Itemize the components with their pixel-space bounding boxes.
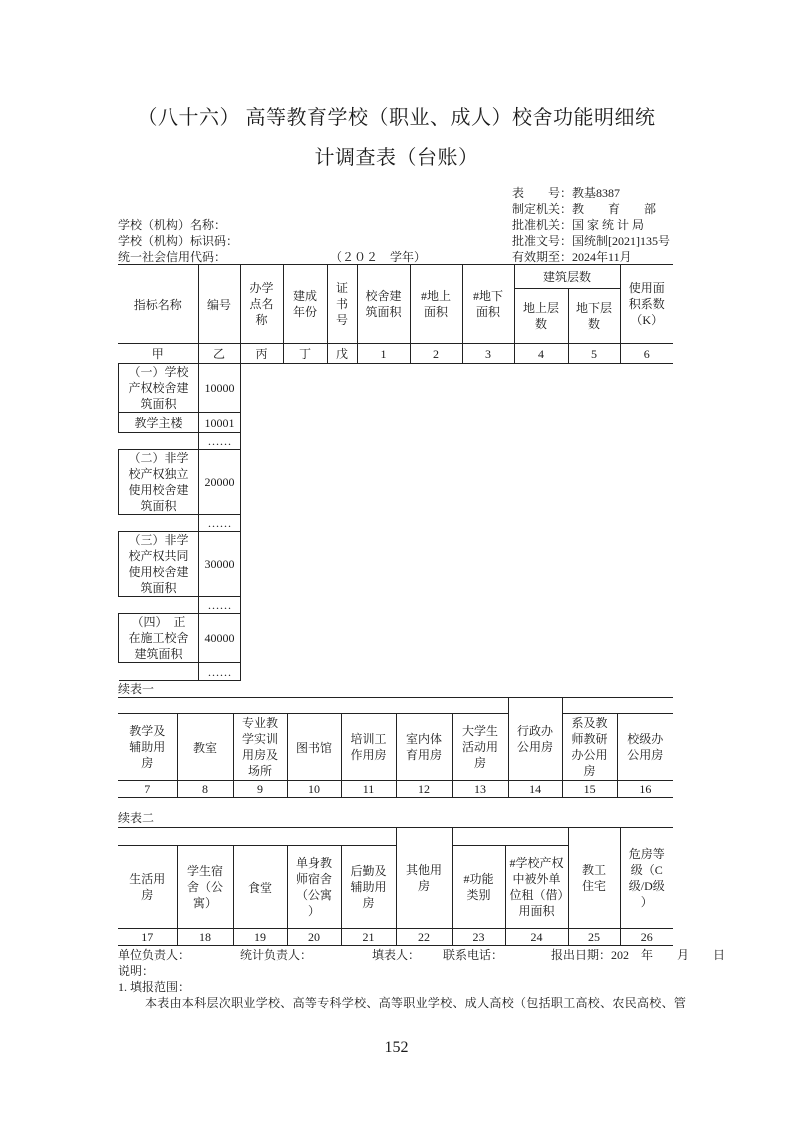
form-number-value: 教基8387 (572, 186, 621, 200)
approver-line (512, 217, 644, 233)
code-cell: 5 (568, 344, 620, 364)
header-student-dormitory: 学生宿舍（公寓） (177, 846, 233, 929)
issuer-label: 制定机关： (512, 202, 573, 216)
column-number: 12 (396, 781, 452, 798)
report-date-label: 报出日期：202 年 月 日 (551, 948, 726, 962)
header-spacer-row (118, 828, 673, 846)
code-cell: 甲 (118, 344, 198, 364)
valid-until-value: 2024年11月 (572, 250, 632, 264)
indicator-name: （二）非学校产权独立使用校舍建筑面积 (119, 450, 199, 515)
header-student-activity-rooms: 大学生活动用房 (452, 714, 508, 781)
valid-until-label: 有效期至： (512, 250, 573, 264)
header-spacer (118, 698, 508, 714)
main-indicator-table (118, 264, 673, 364)
header-dangerous-building-level: 危房等级（C级/D级） (620, 828, 673, 929)
header-certificate-number: 证书号 (327, 265, 357, 344)
column-number: 18 (177, 929, 233, 946)
header-other-rooms: 其他用房 (396, 828, 452, 929)
indicator-code: …… (199, 515, 241, 532)
column-number-row (118, 929, 673, 946)
code-cell: 丁 (283, 344, 327, 364)
notes-heading: 说明： (118, 964, 155, 978)
approval-number-value: 国统制[2021]135号 (572, 234, 671, 248)
continuation-2-table (118, 827, 673, 946)
header-floors-below: 地下层数 (568, 289, 620, 344)
column-number: 26 (620, 929, 673, 946)
indicator-name: （一）学校产权校舍建筑面积 (119, 364, 199, 413)
table-row (119, 450, 241, 515)
header-single-teacher-dormitory: 单身教师宿舍（公寓） (287, 846, 341, 929)
approver-label: 批准机关： (512, 218, 573, 232)
column-number: 23 (452, 929, 505, 946)
indicator-name: 教学主楼 (119, 413, 199, 433)
filler-label: 填表人： (372, 948, 421, 962)
form-title-line-1: （八十六） 高等教育学校（职业、成人）校舍功能明细统 (137, 107, 656, 129)
indicator-code: 40000 (199, 614, 241, 663)
header-department-offices: 系及教师教研办公用房 (562, 714, 617, 781)
code-cell: 戊 (327, 344, 357, 364)
header-staff-housing: 教工住宅 (568, 828, 620, 929)
continuation-1-label: 续表一 (118, 682, 155, 696)
continuation-1-table (118, 697, 673, 798)
unit-head-label: 单位负责人： (118, 948, 191, 962)
approval-number-label: 批准文号： (512, 234, 573, 248)
header-building-area: 校舍建筑面积 (357, 265, 410, 344)
credit-code-label: 统一社会信用代码： (118, 250, 227, 264)
indicator-name (119, 433, 199, 450)
header-built-year: 建成年份 (283, 265, 327, 344)
column-number: 19 (233, 929, 287, 946)
stats-head-label: 统计负责人： (240, 948, 313, 962)
column-number: 25 (568, 929, 620, 946)
header-spacer (118, 828, 396, 846)
continuation-2-label: 续表二 (118, 811, 155, 825)
header-function-category: #功能类别 (452, 846, 505, 929)
form-number-line (512, 185, 620, 201)
table-row (119, 532, 241, 597)
school-year: （２０２ 学年） (330, 250, 427, 264)
column-number: 20 (287, 929, 341, 946)
header-school-offices: 校级办公用房 (617, 714, 673, 781)
column-number: 16 (617, 781, 673, 798)
code-cell: 6 (620, 344, 673, 364)
column-number: 13 (452, 781, 508, 798)
column-number: 7 (118, 781, 177, 798)
code-cell: 1 (357, 344, 410, 364)
indicator-code: 30000 (199, 532, 241, 597)
column-number: 11 (341, 781, 396, 798)
column-number: 15 (562, 781, 617, 798)
code-cell: 乙 (198, 344, 240, 364)
header-classrooms: 教室 (177, 714, 233, 781)
form-title-line-2: 计调查表（台账） (314, 147, 479, 169)
code-row (118, 344, 673, 364)
header-campus-name: 办学点名称 (240, 265, 283, 344)
notes-item-1-text: 本表由本科层次职业学校、高等专科学校、高等职业学校、成人高校（包括职工高校、农民高校、管 (145, 996, 687, 1010)
table-row (119, 614, 241, 663)
code-cell: 4 (514, 344, 568, 364)
valid-until-line (512, 249, 632, 265)
notes-item-1-title: 1. 填报范围： (118, 980, 191, 994)
header-admin-office-rooms: 行政办公用房 (508, 698, 562, 781)
table-row (119, 364, 241, 413)
code-cell: 丙 (240, 344, 283, 364)
issuer-line (512, 201, 656, 217)
page-number: 152 (384, 1039, 409, 1056)
column-number: 9 (233, 781, 287, 798)
school-id-label: 学校（机构）标识码： (118, 234, 239, 248)
indicator-name (119, 597, 199, 614)
code-cell: 2 (410, 344, 462, 364)
table-row (119, 433, 241, 450)
header-below-ground-area: #地下面积 (462, 265, 514, 344)
column-number: 24 (505, 929, 568, 946)
header-row (118, 714, 673, 781)
indicator-code: …… (199, 663, 241, 681)
school-name-label: 学校（机构）名称： (118, 218, 227, 232)
header-leased-area: #学校产权中被外单位租（借）用面积 (505, 846, 568, 929)
header-living-rooms: 生活用房 (118, 846, 177, 929)
issuer-value: 教 育 部 (572, 202, 657, 216)
header-above-ground-area: #地上面积 (410, 265, 462, 344)
column-number: 14 (508, 781, 562, 798)
header-building-floors: 建筑层数 (514, 265, 620, 289)
table-row (119, 413, 241, 433)
table-row (119, 597, 241, 614)
column-number: 22 (396, 929, 452, 946)
indicator-code: …… (199, 433, 241, 450)
table-row (119, 515, 241, 532)
indicator-code: 10000 (199, 364, 241, 413)
header-canteen: 食堂 (233, 846, 287, 929)
column-number: 17 (118, 929, 177, 946)
indicator-code: …… (199, 597, 241, 614)
column-number-row (118, 781, 673, 798)
indicator-code: 10001 (199, 413, 241, 433)
indicator-name: （三）非学校产权共同使用校舍建筑面积 (119, 532, 199, 597)
approver-value: 国 家 统 计 局 (572, 218, 645, 232)
indicator-name (119, 515, 199, 532)
header-library: 图书馆 (287, 714, 341, 781)
approval-number-line (512, 233, 670, 249)
header-training-rooms: 专业教学实训用房及场所 (233, 714, 287, 781)
header-spacer-row (118, 698, 673, 714)
header-row (118, 265, 673, 289)
form-number-label: 表 号： (512, 186, 573, 200)
column-number: 21 (341, 929, 396, 946)
indicator-name (119, 663, 199, 681)
header-spacer (562, 698, 673, 714)
indicator-rows-table (118, 363, 241, 681)
header-code: 编号 (198, 265, 240, 344)
header-floors-above: 地上层数 (514, 289, 568, 344)
header-spacer (452, 828, 568, 846)
header-indicator-name: 指标名称 (118, 265, 198, 344)
column-number: 8 (177, 781, 233, 798)
indicator-name: （四） 正在施工校舍建筑面积 (119, 614, 199, 663)
code-cell: 3 (462, 344, 514, 364)
header-training-work-rooms: 培训工作用房 (341, 714, 396, 781)
table-row (119, 663, 241, 681)
column-number: 10 (287, 781, 341, 798)
header-usage-coefficient: 使用面积系数（K） (620, 265, 673, 344)
header-teaching-support-rooms: 教学及辅助用房 (118, 714, 177, 781)
header-logistics-rooms: 后勤及辅助用房 (341, 846, 396, 929)
indicator-code: 20000 (199, 450, 241, 515)
phone-label: 联系电话： (443, 948, 504, 962)
header-indoor-sports-rooms: 室内体育用房 (396, 714, 452, 781)
